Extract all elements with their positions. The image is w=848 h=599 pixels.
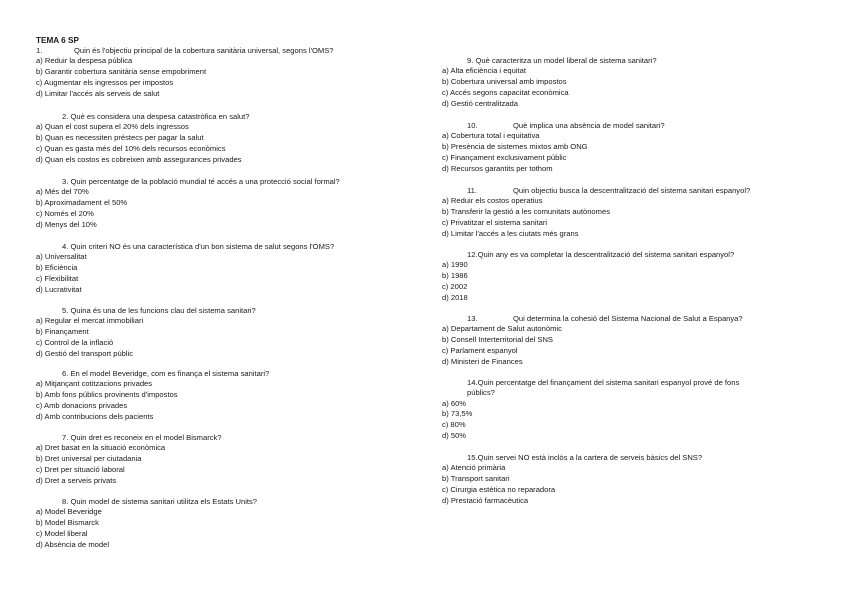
option-c: c) Dret per situació laboral (36, 464, 125, 474)
question-text: Quin percentatge de la població mundial té accés a una protecció social formal? (70, 177, 340, 186)
option-a: a) 60% (442, 398, 467, 408)
option-b: b) Transport sanitari (442, 474, 510, 484)
question-number: 12. (467, 250, 478, 259)
question-15 (442, 453, 702, 506)
question-number: 11. (467, 186, 477, 195)
option-c: c) Model liberal (36, 528, 88, 538)
option-a: a) Més del 70% (36, 187, 89, 197)
option-d: d) Recursos garantits per tothom (442, 163, 553, 173)
question-14 (442, 378, 767, 442)
question-number: 4. (62, 242, 69, 251)
option-d: d) Lucrativitat (36, 284, 82, 294)
option-b: b) Dret universal per ciutadania (36, 454, 142, 464)
question-text: Quina és una de les funcions clau del sistema sanitari? (70, 306, 256, 315)
question-3 (36, 177, 340, 230)
question-number: 2. (62, 112, 69, 121)
question-10 (442, 121, 665, 174)
question-number: 14. (467, 378, 478, 387)
option-d: d) Absència de model (36, 539, 110, 549)
option-a: a) Universalitat (36, 252, 87, 262)
option-b: b) Garantir cobertura sanitària sense empobriment (36, 67, 207, 77)
question-9 (442, 56, 657, 109)
question-number: 5. (62, 306, 69, 315)
option-a: a) Quan el cost supera el 20% dels ingressos (36, 122, 189, 132)
question-11 (442, 186, 750, 239)
option-c: c) Augmentar els ingressos per impostos (36, 77, 174, 87)
question-7 (36, 433, 222, 486)
option-c: c) Quan es gasta més del 10% dels recursos econòmics (36, 143, 226, 153)
option-d: d) Amb contribucions dels pacients (36, 411, 154, 421)
question-8 (36, 497, 257, 550)
question-text: Quin és l'objectiu principal de la cobertura sanitària universal, segons l'OMS? (74, 46, 334, 55)
question-12 (442, 250, 734, 303)
option-b: b) Finançament (36, 327, 89, 337)
option-c: c) Privatitzar el sistema sanitari (442, 217, 548, 227)
question-text: Què caracteritza un model liberal de sistema sanitari? (475, 56, 657, 65)
option-d: d) 2018 (442, 292, 468, 302)
option-a: a) Mitjançant cotitzacions privades (36, 379, 153, 389)
option-d: d) Quan els costos es cobreixen amb assegurances privades (36, 154, 242, 164)
question-6 (36, 369, 269, 422)
question-number: 13. (467, 314, 478, 323)
option-a: a) Regular el mercat immobiliari (36, 316, 144, 326)
question-5 (36, 306, 256, 359)
question-text: Què es considera una despesa catastròfica en salut? (70, 112, 250, 121)
question-text: Quin dret es reconeix en el model Bismarck? (70, 433, 222, 442)
question-text: En el model Beveridge, com es finança el sistema sanitari? (70, 369, 270, 378)
question-1 (36, 46, 334, 99)
option-b: b) Aproximadament el 50% (36, 198, 128, 208)
option-a: a) Reduir els costos operatius (442, 196, 543, 206)
question-number: 6. (62, 369, 69, 378)
option-a: a) Cobertura total i equitativa (442, 131, 540, 141)
option-c: c) Control de la inflació (36, 337, 114, 347)
option-c: c) 80% (442, 420, 466, 430)
option-d: d) 50% (442, 430, 467, 440)
option-a: a) Departament de Salut autonòmic (442, 324, 562, 334)
question-text: Quin any es va completar la descentralització del sistema sanitari espanyol? (477, 250, 735, 259)
option-d: d) Limitar l'accés als serveis de salut (36, 88, 160, 98)
question-number: 3. (62, 177, 69, 186)
option-b: b) Presència de sistemes mixtos amb ONG (442, 142, 588, 152)
question-text: Quin objectiu busca la descentralització del sistema sanitari espanyol? (513, 186, 751, 195)
option-d: d) Prestació farmacèutica (442, 495, 529, 505)
option-b: b) Quan es necessiten préstecs per pagar la salut (36, 133, 204, 143)
question-text: Qui determina la cohesió del Sistema Nacional de Salut a Espanya? (513, 314, 743, 323)
option-d: d) Menys del 10% (36, 219, 97, 229)
option-c: c) Parlament espanyol (442, 345, 518, 355)
option-a: a) Reduir la despesa pública (36, 56, 133, 66)
option-b: b) Cobertura universal amb impostos (442, 77, 567, 87)
option-a: a) Atenció primària (442, 463, 506, 473)
option-d: d) Ministeri de Finances (442, 356, 523, 366)
option-b: b) Model Bismarck (36, 518, 99, 528)
question-text: Quin percentatge del finançament del sistema sanitari espanyol prové de fons públics? (467, 378, 740, 398)
option-c: c) Accés segons capacitat econòmica (442, 87, 569, 97)
question-text: Què implica una absència de model sanitari? (513, 121, 665, 130)
question-number: 8. (62, 497, 69, 506)
question-text: Quin servei NO està inclòs a la cartera de serveis bàsics del SNS? (477, 453, 703, 462)
option-a: a) Alta eficiència i equitat (442, 66, 527, 76)
option-b: b) Eficiència (36, 263, 78, 273)
option-c: c) Amb donacions privades (36, 400, 128, 410)
option-c: c) Cirurgia estètica no reparadora (442, 484, 556, 494)
option-a: a) Dret basat en la situació econòmica (36, 443, 166, 453)
option-b: b) Transferir la gestió a les comunitats autònomes (442, 207, 610, 217)
option-b: b) 1986 (442, 271, 468, 281)
question-number: 15. (467, 453, 478, 462)
question-number: 7. (62, 433, 69, 442)
question-text: Quin model de sistema sanitari utilitza els Estats Units? (70, 497, 258, 506)
option-d: d) Gestió del transport públic (36, 348, 134, 358)
option-c: c) Només el 20% (36, 208, 94, 218)
option-a: a) Model Beveridge (36, 507, 102, 517)
option-d: d) Dret a serveis privats (36, 475, 117, 485)
option-c: c) 2002 (442, 281, 468, 291)
question-text: Quin criteri NO és una característica d'un bon sistema de salut segons l'OMS? (70, 242, 335, 251)
option-d: d) Limitar l'accés a les ciutats més grans (442, 228, 579, 238)
option-b: b) Consell Interterritorial del SNS (442, 335, 553, 345)
question-4 (36, 242, 334, 295)
option-d: d) Gestió centralitzada (442, 98, 518, 108)
question-number: 1. (36, 46, 43, 55)
option-b: b) Amb fons públics provinents d'impostos (36, 390, 178, 400)
option-b: b) 73,5% (442, 409, 473, 419)
option-c: c) Finançament exclusivament públic (442, 152, 567, 162)
question-2 (36, 112, 249, 165)
option-c: c) Flexibilitat (36, 273, 79, 283)
option-a: a) 1990 (442, 260, 468, 270)
question-13 (442, 314, 743, 367)
document-title: TEMA 6 SP (36, 36, 79, 45)
question-number: 9. (467, 56, 474, 65)
question-number: 10. (467, 121, 478, 130)
